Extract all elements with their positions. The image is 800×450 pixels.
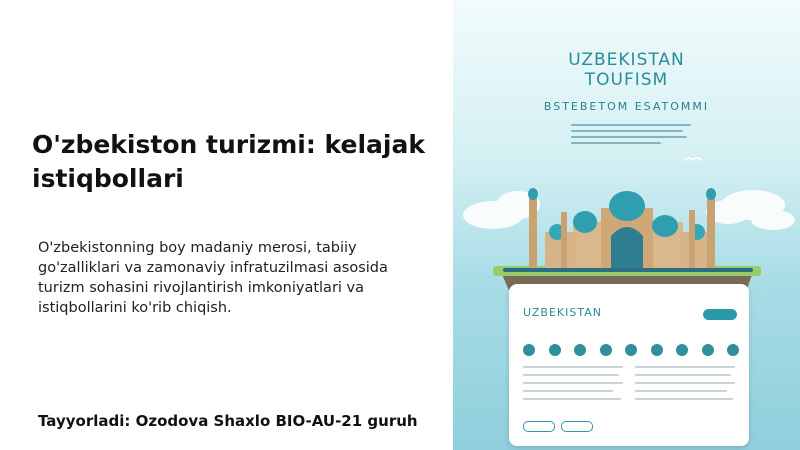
text-line xyxy=(523,382,623,384)
circle-icon xyxy=(727,344,739,356)
text-line xyxy=(635,382,735,384)
text-line xyxy=(523,398,621,400)
circle-icon xyxy=(600,344,612,356)
text-line xyxy=(635,390,727,392)
poster-card-pill xyxy=(703,309,737,320)
poster-icon-row xyxy=(523,344,739,356)
madrasa-buildings xyxy=(528,188,716,268)
circle-icon xyxy=(702,344,714,356)
poster-text-lines xyxy=(571,124,691,144)
poster-subtitle: BSTEBETOM ESATOMMI xyxy=(543,100,710,113)
poster-card-button xyxy=(561,421,593,432)
text-line xyxy=(635,374,731,376)
poster-card-title: UZBEKISTAN xyxy=(523,306,602,319)
poster-card xyxy=(509,284,749,446)
text-line xyxy=(523,366,623,368)
circle-icon xyxy=(549,344,561,356)
poster-title-line2: TOUFISM xyxy=(584,70,669,90)
text-line xyxy=(635,366,735,368)
circle-icon xyxy=(676,344,688,356)
text-line xyxy=(635,398,733,400)
tourism-poster-image xyxy=(453,0,800,450)
circle-icon xyxy=(523,344,535,356)
train xyxy=(503,268,753,272)
text-line xyxy=(523,390,613,392)
poster-title-line1: UZBEKISTAN xyxy=(568,50,685,70)
poster-card-button xyxy=(523,421,555,432)
slide-author: Tayyorladi: Ozodova Shaxlo BIO-AU-21 guruh xyxy=(38,412,418,430)
circle-icon xyxy=(625,344,637,356)
circle-icon xyxy=(574,344,586,356)
slide-description: O'zbekistonning boy madaniy merosi, tabiiy go'zalliklari va zamonaviy infratuzilmasi asosida turizm sohasini rivojlantirish imkoniyatlari va istiqbollarini ko'rib chiqish. xyxy=(38,240,388,316)
slide-title: O'zbekiston turizmi: kelajak istiqbollari xyxy=(32,130,425,193)
text-line xyxy=(523,374,619,376)
circle-icon xyxy=(651,344,663,356)
